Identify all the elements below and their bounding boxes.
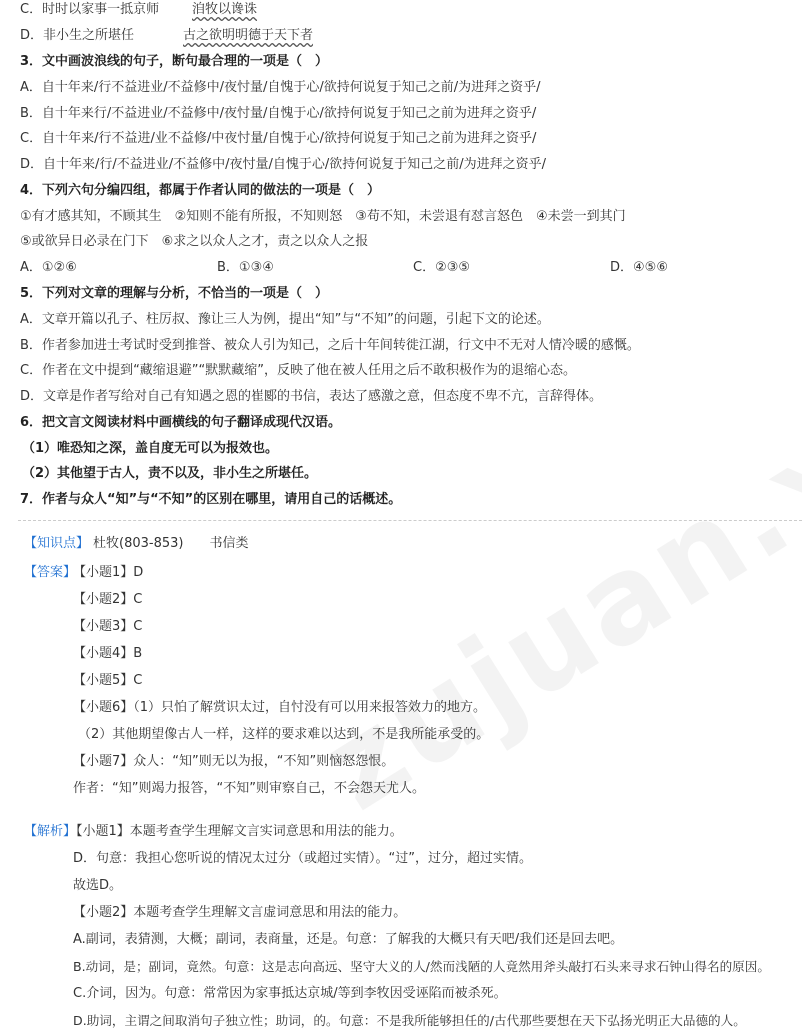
q4-choices-row [20,259,800,277]
analysis-row-1 [24,823,403,841]
answer-tag [24,564,76,582]
analysis-tag: 【解析】 [24,824,77,839]
q2-choice-d-row [20,27,800,45]
q4-choice-b: B．①③④ [217,260,274,275]
q4-stem: 4．下列六句分编四组，都属于作者认同的做法的一项是（ ） [20,183,381,198]
q3-choice-b: B．自十年来行/不益进业/不益修中/夜忖量/自愧于心/欲持何说复于知己之前为进拜之资乎/ [20,106,537,121]
q2-choice-d: D．非小生之所堪任 [20,28,135,43]
knowledge-point-tag: 【知识点】 [24,536,90,551]
q5-choice-a: A．文章开篇以孔子、柱厉叔、豫让三人为例，提出“知”与“不知”的问题，引起下文的论述。 [20,312,550,327]
q5-choice-c: C．作者在文中提到“藏缩退避”“默默藏缩”，反映了他在被人任用之后不敢积极作为的退缩心态。 [20,363,577,378]
q6-sentence-1: （1）唯恐知之深，盖自度无可以为报效也。 [22,441,279,456]
q2-choice-c-b: 洎牧以谗诛 [192,2,258,17]
answer-6b: （2）其他期望像古人一样，这样的要求难以达到，不是我所能承受的。 [78,727,490,742]
answer-tag-label: 【答案】 [24,565,77,580]
q3-choice-c: C．自十年来/行不益进/业不益修/中夜忖量/自愧于心/欲持何说复于知己之前为进拜之资乎/ [20,131,537,146]
analysis-line-5: A.副词，表猜测，大概；副词，表商量，还是。句意：了解我的大概只有天吧/我们还是回去吧。 [73,932,624,947]
answer-1: 【小题1】D [73,565,144,580]
answer-7: 【小题7】众人：“知”则无以为报，“不知”则恼怒怨恨。 [73,754,395,769]
q4-choice-d: D．④⑤⑥ [610,260,668,275]
q7-stem: 7．作者与众人“知”与“不知”的区别在哪里，请用自己的话概述。 [20,492,402,507]
knowledge-point-row [24,535,248,553]
q2-choice-d-b: 古之欲明明德于天下者 [183,28,314,43]
analysis-line-7: C.介词，因为。句意：常常因为家事抵达京城/等到李牧因受诬陷而被杀死。 [73,986,507,1001]
analysis-line-6: B.动词，是；副词，竟然。句意：这是志向高远、坚守大义的人/然而浅陋的人竟然用斧头敲打石头来寻求石钟山得名的原因。 [73,959,770,974]
answer-4: 【小题4】B [73,646,143,661]
q4-choice-a: A．①②⑥ [20,260,77,275]
analysis-line-2: D．句意：我担心您听说的情况太过分（或超过实情）。“过”，过分，超过实情。 [73,851,532,866]
answer-2: 【小题2】C [73,592,143,607]
q6-stem: 6．把文言文阅读材料中画横线的句子翻译成现代汉语。 [20,415,342,430]
answer-5: 【小题5】C [73,673,143,688]
q6-sentence-2: （2）其他望于古人，责不以及，非小生之所堪任。 [22,466,318,481]
q5-choice-b: B．作者参加进士考试时受到推誉、被众人引为知己，之后十年间转徙江湖，行文中不无对人情冷暖的感慨。 [20,338,640,353]
q2-choice-c: C．时时以家事一抵京师 [20,2,160,17]
q2-choice-c-row [20,1,800,19]
q4-statements-line2: ⑤或欲异日必录在门下 ⑥求之以众人之才，责之以众人之报 [20,234,369,249]
analysis-line-4: 【小题2】本题考查学生理解文言虚词意思和用法的能力。 [73,905,407,920]
q5-stem: 5．下列对文章的理解与分析，不恰当的一项是（ ） [20,286,329,301]
q3-choice-a: A．自十年来/行不益进业/不益修中/夜忖量/自愧于心/欲持何说复于知己之前/为进拜之资乎/ [20,80,541,95]
answer-7b: 作者：“知”则竭力报答，“不知”则审察自己，不会怨天尤人。 [73,781,425,796]
analysis-line-8: D.助词，主谓之间取消句子独立性；助词，的。句意：不是我所能够担任的/古代那些要想在天下弘扬光明正大品德的人。 [73,1013,746,1028]
analysis-line-3: 故选D。 [73,878,123,893]
q4-choice-c: C．②③⑤ [413,260,471,275]
q3-stem: 3．文中画波浪线的句子，断句最合理的一项是（ ） [20,54,329,69]
watermark [300,119,802,838]
q4-statements-line1: ①有才感其知，不顾其生 ②知则不能有所报，不知则怒 ③苟不知，未尝退有怼言怒色 ④未尝一到其门 [20,209,626,224]
knowledge-point-text: 杜牧(803-853) 书信类 [93,536,249,551]
q3-choice-d: D．自十年来/行/不益进业/不益修中/夜忖量/自愧于心/欲持何说复于知己之前/为进拜之资乎/ [20,157,547,172]
answer-6: 【小题6】（1）只怕了解赏识太过，自忖没有可以用来报答效力的地方。 [73,700,487,715]
analysis-line-1: 【小题1】本题考查学生理解文言实词意思和用法的能力。 [76,824,403,839]
q5-choice-d: D．文章是作者写给对自己有知遇之恩的崔郾的书信，表达了感激之意，但态度不卑不亢，言辞得体。 [20,389,603,404]
answer-3: 【小题3】C [73,619,143,634]
